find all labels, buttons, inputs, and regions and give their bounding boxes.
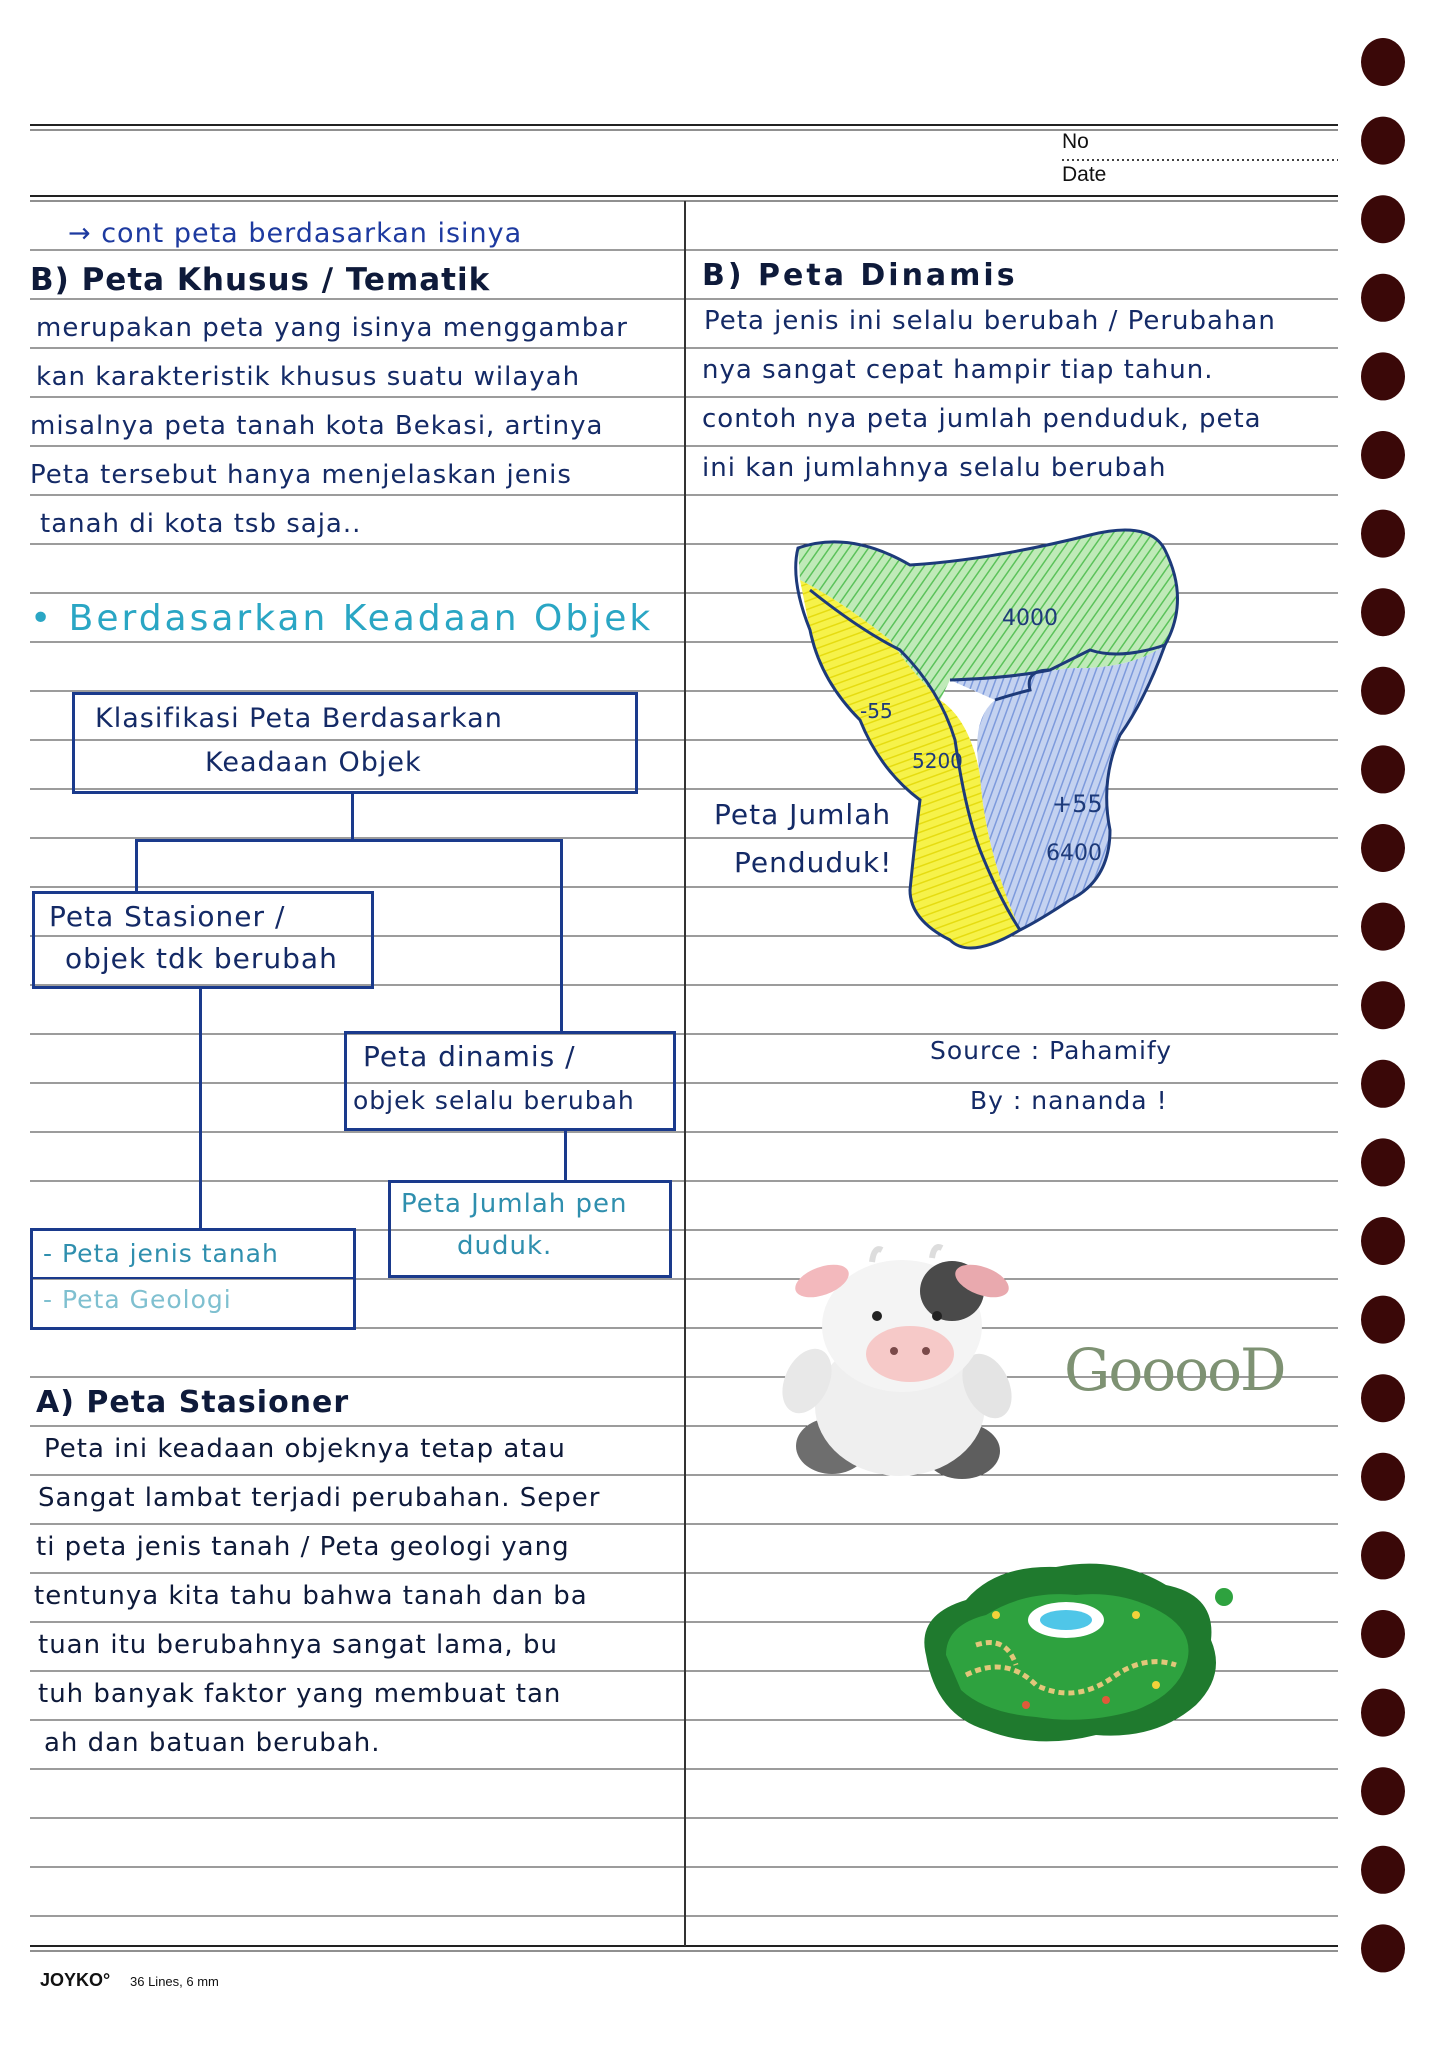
text-line: contoh nya peta jumlah penduduk, peta xyxy=(702,404,1262,434)
text-line: Peta tersebut hanya menjelaskan jenis xyxy=(30,460,572,490)
map-value-green: 4000 xyxy=(1002,606,1058,631)
text-line: Peta ini keadaan objeknya tetap atau xyxy=(44,1434,566,1464)
connector xyxy=(135,839,138,891)
binding-hole xyxy=(1361,195,1405,243)
binding-hole xyxy=(1361,1846,1405,1894)
text-line: Peta jenis ini selalu berubah / Perubahan xyxy=(704,306,1276,336)
binding-hole xyxy=(1361,1924,1405,1972)
binding-hole xyxy=(1361,352,1405,400)
map-marker-yellow: -55 xyxy=(860,699,893,723)
diagram-stationary-line2: objek tdk berubah xyxy=(65,942,338,975)
binding-hole xyxy=(1361,903,1405,951)
left-section-a-title: A) Peta Stasioner xyxy=(36,1385,350,1420)
connector xyxy=(351,791,354,839)
island-sticker xyxy=(906,1545,1236,1755)
left-section-b-title: B) Peta Khusus / Tematik xyxy=(30,262,491,298)
diagram-root-line1: Klasifikasi Peta Berdasarkan xyxy=(95,703,503,734)
diagram-stationary-examples-box xyxy=(30,1228,356,1330)
binding-hole xyxy=(1361,431,1405,479)
binding-hole xyxy=(1361,667,1405,715)
binding-hole xyxy=(1361,1767,1405,1815)
text-line: tuan itu berubahnya sangat lama, bu xyxy=(38,1630,558,1660)
population-map xyxy=(770,520,1200,960)
map-marker-blue: +55 xyxy=(1052,790,1103,818)
diagram-stationary-box xyxy=(32,891,374,989)
binding-hole xyxy=(1361,1689,1405,1737)
connector xyxy=(135,839,563,842)
map-label-line1: Peta Jumlah xyxy=(714,798,892,831)
text-line: merupakan peta yang isinya menggambar xyxy=(36,313,628,343)
text-line: Sangat lambat terjadi perubahan. Seper xyxy=(38,1483,601,1513)
binding-hole xyxy=(1361,1374,1405,1422)
text-line: tentunya kita tahu bahwa tanah dan ba xyxy=(34,1581,588,1611)
text-line: ti peta jenis tanah / Peta geologi yang xyxy=(36,1532,570,1562)
binding-hole xyxy=(1361,1531,1405,1579)
cont-title: → cont peta berdasarkan isinya xyxy=(68,218,523,249)
map-value-yellow: 5200 xyxy=(912,749,963,773)
text-line: tanah di kota tsb saja.. xyxy=(40,509,362,539)
diagram-stationary-example-1: - Peta jenis tanah xyxy=(43,1239,279,1268)
binding-hole xyxy=(1361,1138,1405,1186)
paper-spec: 36 Lines, 6 mm xyxy=(130,1974,219,1989)
binding-hole xyxy=(1361,745,1405,793)
binding-hole xyxy=(1361,38,1405,86)
section-heading: • Berdasarkan Keadaan Objek xyxy=(30,598,654,639)
binding-hole xyxy=(1361,1060,1405,1108)
binding-hole xyxy=(1361,1453,1405,1501)
connector xyxy=(199,986,202,1228)
date-label: Date xyxy=(1062,163,1107,186)
binding-hole xyxy=(1361,1610,1405,1658)
by-line: By : nananda ! xyxy=(970,1086,1168,1115)
divider xyxy=(33,1277,353,1279)
diagram-dynamic-line1: Peta dinamis / xyxy=(363,1040,576,1073)
right-section-b-title: B) Peta Dinamis xyxy=(702,258,1018,293)
binding-hole xyxy=(1361,824,1405,872)
brand-logo: JOYKO° xyxy=(40,1970,111,1990)
diagram-dynamic-example-box xyxy=(388,1180,672,1278)
diagram-dynamic-line2: objek selalu berubah xyxy=(353,1086,635,1115)
binding-holes xyxy=(1345,0,1425,2048)
text-line: kan karakteristik khusus suatu wilayah xyxy=(36,362,581,392)
text-line: nya sangat cepat hampir tiap tahun. xyxy=(702,355,1214,385)
map-value-blue: 6400 xyxy=(1046,841,1102,866)
binding-hole xyxy=(1361,588,1405,636)
diagram-root-box xyxy=(72,692,638,794)
cow-plush-sticker xyxy=(782,1236,1022,1496)
text-line: ah dan batuan berubah. xyxy=(44,1728,381,1758)
connector xyxy=(564,1128,567,1180)
diagram-dynamic-example-line1: Peta Jumlah pen xyxy=(401,1189,628,1219)
text-line: tuh banyak faktor yang membuat tan xyxy=(38,1679,562,1709)
diagram-dynamic-box xyxy=(344,1031,676,1131)
map-label-line2: Penduduk! xyxy=(734,846,893,879)
diagram-root-line2: Keadaan Objek xyxy=(205,747,422,778)
text-line: misalnya peta tanah kota Bekasi, artinya xyxy=(30,411,604,441)
binding-hole xyxy=(1361,510,1405,558)
binding-hole xyxy=(1361,274,1405,322)
text-line: ini kan jumlahnya selalu berubah xyxy=(702,453,1167,483)
binding-hole xyxy=(1361,981,1405,1029)
diagram-stationary-line1: Peta Stasioner / xyxy=(49,900,286,933)
binding-hole xyxy=(1361,117,1405,165)
no-label: No xyxy=(1062,130,1089,153)
source-line: Source : Pahamify xyxy=(930,1036,1173,1065)
binding-hole xyxy=(1361,1296,1405,1344)
good-sticker: GooooD xyxy=(1064,1336,1285,1404)
binding-hole xyxy=(1361,1217,1405,1265)
connector xyxy=(560,839,563,1031)
diagram-stationary-example-2: - Peta Geologi xyxy=(43,1285,232,1314)
diagram-dynamic-example-line2: duduk. xyxy=(457,1231,553,1261)
